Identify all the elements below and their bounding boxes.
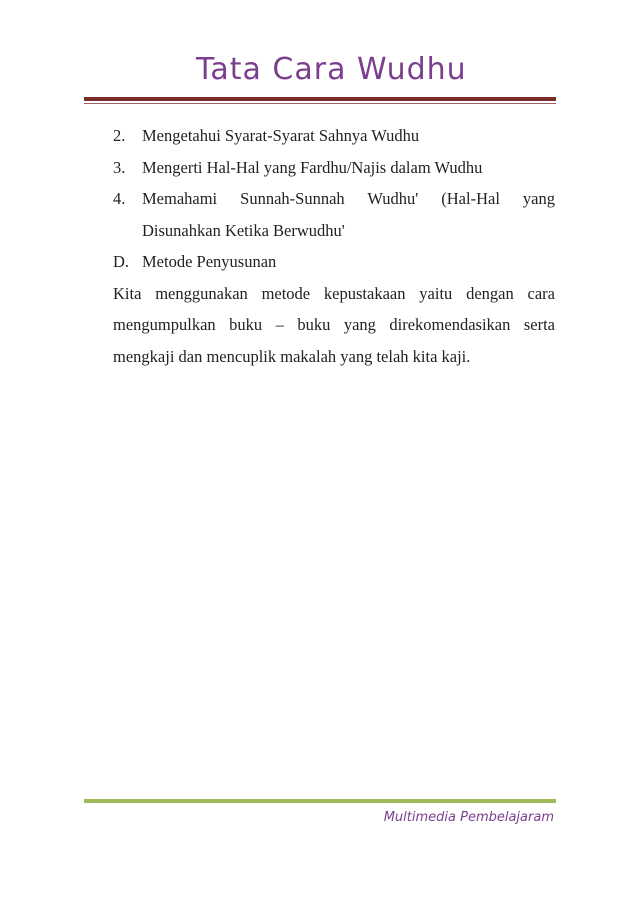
document-body: [113, 120, 555, 372]
list-item-text: Mengerti Hal-Hal yang Fardhu/Najis dalam Wudhu: [142, 157, 483, 177]
list-item-number: 2.: [113, 126, 126, 145]
section-title: Metode Penyusunan: [142, 252, 277, 271]
list-item-text-block: [142, 183, 555, 246]
list-item-text: Mengetahui Syarat-Syarat Sahnya Wudhu: [142, 126, 420, 145]
footer-label: Multimedia Pembelajaram: [383, 810, 554, 825]
header-divider: [84, 97, 556, 101]
page-header-title: Tata Cara Wudhu: [196, 52, 467, 87]
paragraph-line: Kita menggunakan metode kepustakaan yaitu dengan cara: [113, 283, 555, 303]
paragraph-line: mengumpulkan buku – buku yang direkomendasikan serta: [113, 315, 555, 334]
list-item: [113, 152, 555, 184]
paragraph-line: mengkaji dan mencuplik makalah yang telah kita kaji.: [113, 346, 471, 366]
body-paragraph: [113, 278, 555, 373]
list-item-line: Memahami Sunnah-Sunnah Wudhu' (Hal-Hal yang: [142, 189, 555, 208]
header-divider-thin: [84, 103, 556, 104]
list-item-line: Disunahkan Ketika Berwudhu': [142, 220, 345, 240]
section-number: D.: [113, 252, 130, 271]
list-item-number: 3.: [113, 157, 126, 177]
list-item: [113, 120, 555, 152]
list-item-number: 4.: [113, 189, 126, 208]
section-heading: [113, 246, 555, 278]
list-item: [113, 183, 555, 246]
footer-divider: [84, 799, 556, 803]
